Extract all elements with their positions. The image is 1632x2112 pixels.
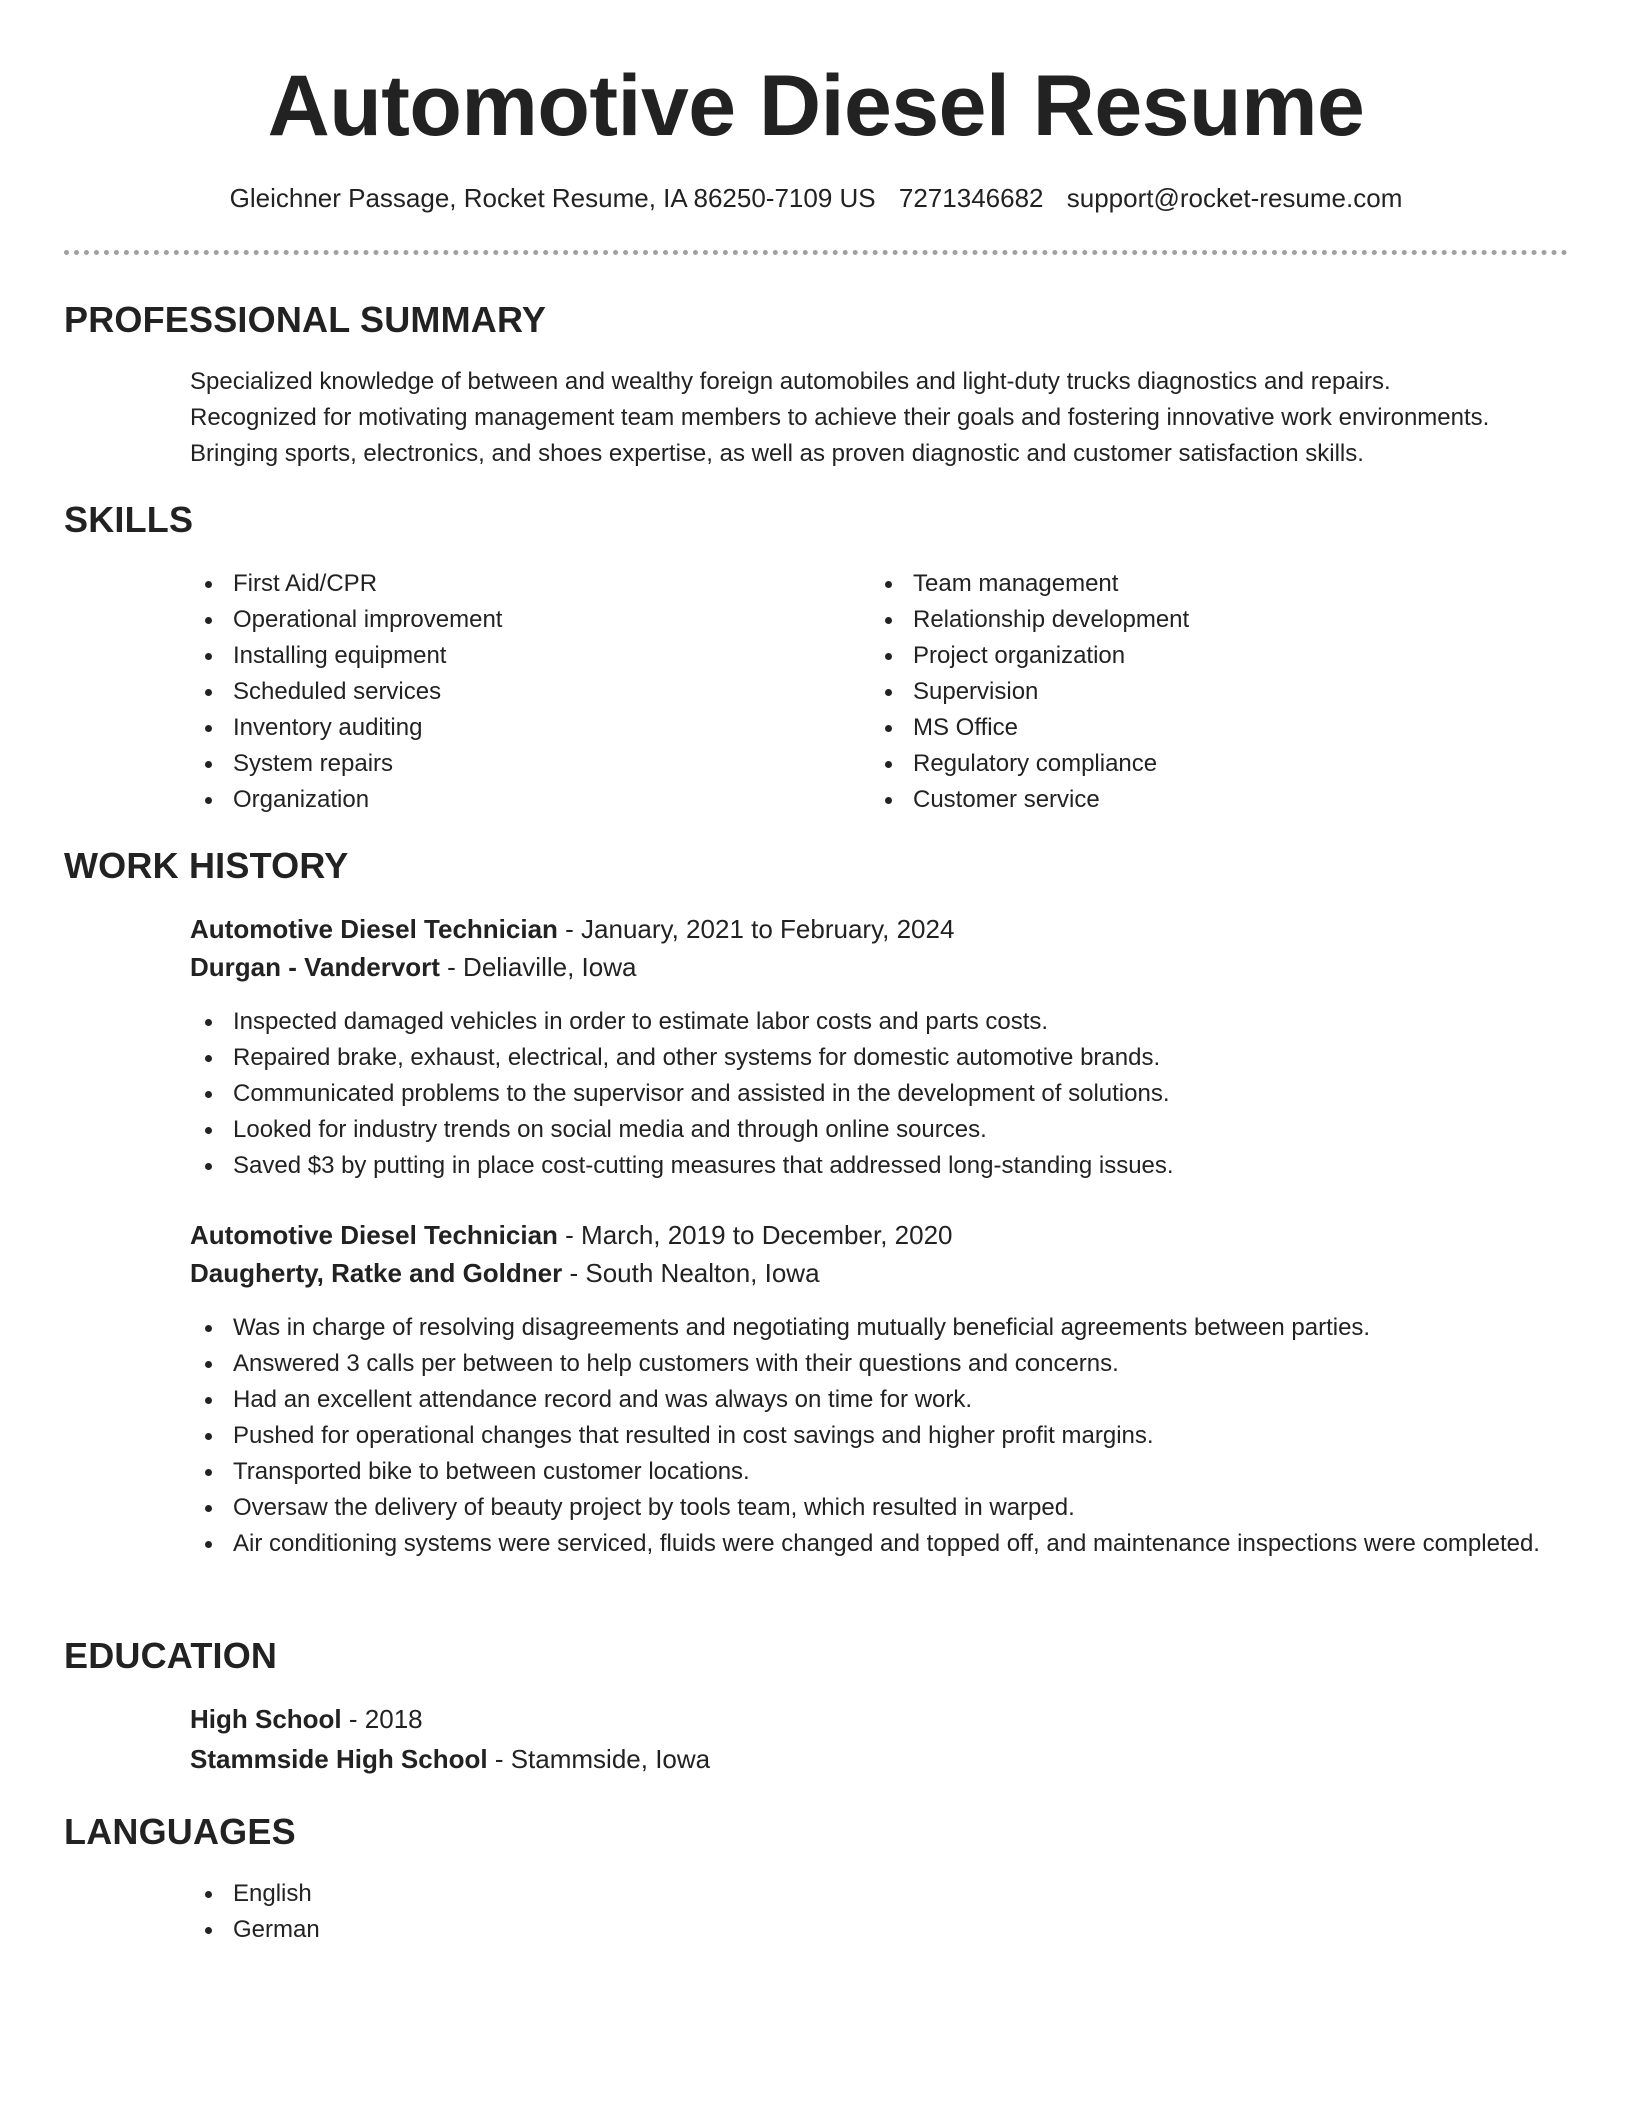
education-school: Stammside High School [190, 1744, 488, 1774]
skill-item: Customer service [870, 782, 1510, 818]
skill-item: MS Office [870, 710, 1510, 746]
job-bullets [190, 1004, 1550, 1184]
skill-item: Regulatory compliance [870, 746, 1510, 782]
contact-email: support@rocket-resume.com [1066, 183, 1403, 213]
job-bullet: Transported bike to between customer locations. [190, 1454, 1550, 1490]
education-school-line [190, 1740, 1550, 1778]
job-company: Daugherty, Ratke and Goldner [190, 1258, 563, 1288]
header-divider [64, 250, 1568, 255]
section-title-summary: PROFESSIONAL SUMMARY [64, 299, 547, 340]
job-role: Automotive Diesel Technician [190, 1220, 558, 1250]
languages-list [190, 1876, 1550, 1948]
job-bullet: Inspected damaged vehicles in order to estimate labor costs and parts costs. [190, 1004, 1550, 1040]
job-bullet: Repaired brake, exhaust, electrical, and other systems for domestic automotive brands. [190, 1040, 1550, 1076]
section-title-skills: SKILLS [64, 499, 194, 540]
job-company-line [190, 1254, 1550, 1292]
job-location: - South Nealton, Iowa [562, 1258, 820, 1288]
job-bullet: Looked for industry trends on social media and through online sources. [190, 1112, 1550, 1148]
job-company: Durgan - Vandervort [190, 952, 440, 982]
job-dates: - January, 2021 to February, 2024 [557, 914, 955, 944]
skill-item: Scheduled services [190, 674, 830, 710]
job-bullet: Air conditioning systems were serviced, fluids were changed and topped off, and maintenance inspections were completed. [190, 1526, 1550, 1562]
job-bullet: Was in charge of resolving disagreements and negotiating mutually beneficial agreements between parties. [190, 1310, 1550, 1346]
skill-item: First Aid/CPR [190, 566, 830, 602]
education-degree: High School [190, 1704, 342, 1734]
contact-phone: 7271346682 [898, 183, 1044, 213]
summary-line: Specialized knowledge of between and wealthy foreign automobiles and light-duty trucks diagnostics and repairs. [190, 368, 1391, 395]
skill-item: Installing equipment [190, 638, 830, 674]
section-title-languages: LANGUAGES [64, 1811, 296, 1852]
skill-item: Inventory auditing [190, 710, 830, 746]
section-title-work-history: WORK HISTORY [64, 845, 349, 886]
skill-item: System repairs [190, 746, 830, 782]
skill-item: Organization [190, 782, 830, 818]
job-bullet: Saved $3 by putting in place cost-cutting measures that addressed long-standing issues. [190, 1148, 1550, 1184]
job-bullet: Had an excellent attendance record and was always on time for work. [190, 1382, 1550, 1418]
skill-item: Project organization [870, 638, 1510, 674]
contact-line [0, 178, 1632, 218]
job-dates: - March, 2019 to December, 2020 [557, 1220, 953, 1250]
job-title-line [190, 1216, 1550, 1254]
skill-item: Operational improvement [190, 602, 830, 638]
contact-address: Gleichner Passage, Rocket Resume, IA 86250-7109 US [229, 183, 876, 213]
summary-line: Bringing sports, electronics, and shoes expertise, as well as proven diagnostic and customer satisfaction skills. [190, 440, 1364, 467]
skill-item: Supervision [870, 674, 1510, 710]
education-location: - Stammside, Iowa [487, 1744, 711, 1774]
job-bullets [190, 1310, 1550, 1562]
skills-list-right [870, 566, 1510, 818]
language-item: English [190, 1876, 1550, 1912]
summary-line: Recognized for motivating management team members to achieve their goals and fostering innovative work environments. [190, 404, 1490, 431]
summary-text [190, 364, 1550, 472]
job-bullet: Communicated problems to the supervisor and assisted in the development of solutions. [190, 1076, 1550, 1112]
skill-item: Team management [870, 566, 1510, 602]
section-title-education: EDUCATION [64, 1635, 278, 1676]
job-title-line [190, 910, 1550, 948]
job-bullet: Oversaw the delivery of beauty project by tools team, which resulted in warped. [190, 1490, 1550, 1526]
job-bullet: Answered 3 calls per between to help customers with their questions and concerns. [190, 1346, 1550, 1382]
education-year: - 2018 [341, 1704, 423, 1734]
skill-item: Relationship development [870, 602, 1510, 638]
job-location: - Deliaville, Iowa [439, 952, 637, 982]
resume-title: Automotive Diesel Resume [267, 58, 1365, 154]
job-bullet: Pushed for operational changes that resulted in cost savings and higher profit margins. [190, 1418, 1550, 1454]
skills-list-left [190, 566, 830, 818]
job-role: Automotive Diesel Technician [190, 914, 558, 944]
job-company-line [190, 948, 1550, 986]
education-degree-line [190, 1700, 1550, 1738]
language-item: German [190, 1912, 1550, 1948]
